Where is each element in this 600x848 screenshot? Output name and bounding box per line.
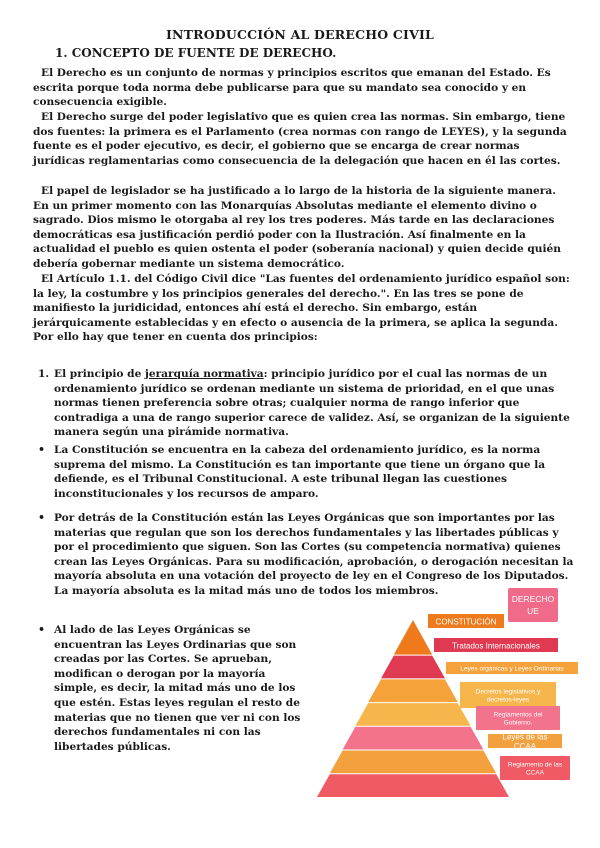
pyramid-level-label: Reglamentos del bbox=[493, 711, 543, 719]
bullet-icon: • bbox=[38, 443, 46, 456]
pyramid-level-label: Tratados Internacionales bbox=[452, 641, 540, 651]
section-heading: 1. CONCEPTO DE FUENTE DE DERECHO. bbox=[55, 46, 337, 60]
bullet-icon: • bbox=[38, 511, 46, 524]
paragraph-sources: El Derecho surge del poder legislativo que es quien crea las normas. Sin embargo, tiene dos fuentes: la primera es el Parlamento (crea normas con rango de LEYES), y la segunda fuente es el poder ejecutivo, es decir, el gobierno que se encarga de crear normas jurídicas reglamentarias como consecuencia de la delegación que hacen en él las cortes. bbox=[33, 111, 567, 167]
pyramid-level bbox=[394, 620, 432, 655]
list-item-hierarchy bbox=[54, 367, 574, 440]
pyramid-level-label: Leyes de las bbox=[502, 732, 548, 742]
pyramid-level-label: Reglamento de las bbox=[507, 761, 563, 769]
pyramid-level bbox=[343, 727, 484, 750]
pyramid-level-label: decretos-leyes bbox=[486, 696, 530, 704]
pyramid-top-label: UE bbox=[527, 606, 539, 616]
bullet-ordinary-laws: Al lado de las Leyes Orgánicas se encuentran las Leyes Ordinarias que son creadas por las Cortes. Se aprueban, modifican o derogan por la mayoría simple, es decir, la mitad más uno de los que estén. Estas leyes regulan el resto de materias que no tienen que ver ni con los derechos fundamentales ni con las libertades públicas. bbox=[54, 624, 301, 753]
pyramid-level-label: CONSTITUCIÓN bbox=[435, 617, 497, 627]
list-item-text: : principio jurídico por el cual las normas de un ordenamiento jurídico se ordenan mediante un sistema de prioridad, en el que unas normas tienen preferencia sobre otras; cualquier norma de rango inferior que contradiga a una de rango superior carece de validez. Así, se organizan de la siguiente manera según una pirámide normativa. bbox=[54, 368, 570, 439]
pyramid-level-label: CCAA bbox=[525, 769, 545, 777]
pyramid-level bbox=[317, 774, 509, 797]
pyramid-level bbox=[381, 656, 445, 679]
paragraph-definition: El Derecho es un conjunto de normas y principios escritos que emanan del Estado. Es escrita porque toda norma debe publicarse para que su mandato sea conocido y en consecuencia exigible. bbox=[33, 67, 551, 109]
paragraph-history: El papel de legislador se ha justificado a lo largo de la historia de la siguiente manera. En un primer momento con las Monarquías Absolutas mediante el elemento divino o sagrado. Dios mismo le otorgaba al rey los tres poderes. Más tarde en las declaraciones democráticas esa justificación perdió poder con la Ilustración. Así finalmente en la actualidad el pueblo es quien ostenta el poder (soberanía nacional) y quien decide quién debería gobernar mediante un sistema democrático. bbox=[33, 185, 561, 270]
bullet-constitution: La Constitución se encuentra en la cabeza del ordenamiento jurídico, es la norma suprema del mismo. La Constitución es tan importante que tiene un órgano que la defiende, es el Tribunal Constitucional. A este tribunal llegan las cuestiones inconstitucionales y los recursos de amparo. bbox=[54, 444, 546, 500]
list-number: 1. bbox=[38, 368, 50, 380]
bullet-organic-laws: Por detrás de la Constitución están las Leyes Orgánicas que son importantes por las materias que regulan que son los derechos fundamentales y las libertades públicas y por el procedimiento que siguen. Son las Cortes (su competencia normativa) quienes crean las Leyes Orgánicas. Para su modificación, aprobación, o derogación necesitan la mayoría absoluta en una votación del proyecto de ley en el Congreso de los Diputados. La mayoría absoluta es la mitad más uno de todos los miembros. bbox=[54, 512, 574, 597]
pyramid-level-label: Decretos legislativos y bbox=[475, 688, 541, 696]
pyramid-level bbox=[355, 703, 470, 726]
bullet-icon: • bbox=[38, 623, 46, 636]
pyramid-level-label: Gobierno. bbox=[503, 719, 533, 727]
pyramid-level bbox=[330, 751, 496, 774]
paragraph-article: El Artículo 1.1. del Código Civil dice "Las fuentes del ordenamiento jurídico español son: la ley, la costumbre y los principios generales del derecho.". En las tres se pone de manifiesto la juridicidad, entonces ahí está el derecho. Sin embargo, están jerárquicamente establecidas y en efecto o ausencia de la primera, se aplica la segunda. Por ello hay que tener en cuenta dos principios: bbox=[33, 273, 570, 344]
pyramid-level bbox=[368, 679, 458, 702]
page-title: INTRODUCCIÓN AL DERECHO CIVIL bbox=[165, 27, 435, 42]
normative-pyramid bbox=[300, 586, 600, 848]
list-item-prefix: El principio de bbox=[54, 368, 145, 380]
pyramid-level-label: Leyes orgánicas y Leyes Ordinarias bbox=[460, 665, 564, 673]
pyramid-top-label: DERECHO bbox=[511, 594, 555, 604]
pyramid-level-label: CCAA bbox=[513, 742, 537, 751]
hierarchy-term: jerarquía normativa bbox=[145, 368, 264, 380]
